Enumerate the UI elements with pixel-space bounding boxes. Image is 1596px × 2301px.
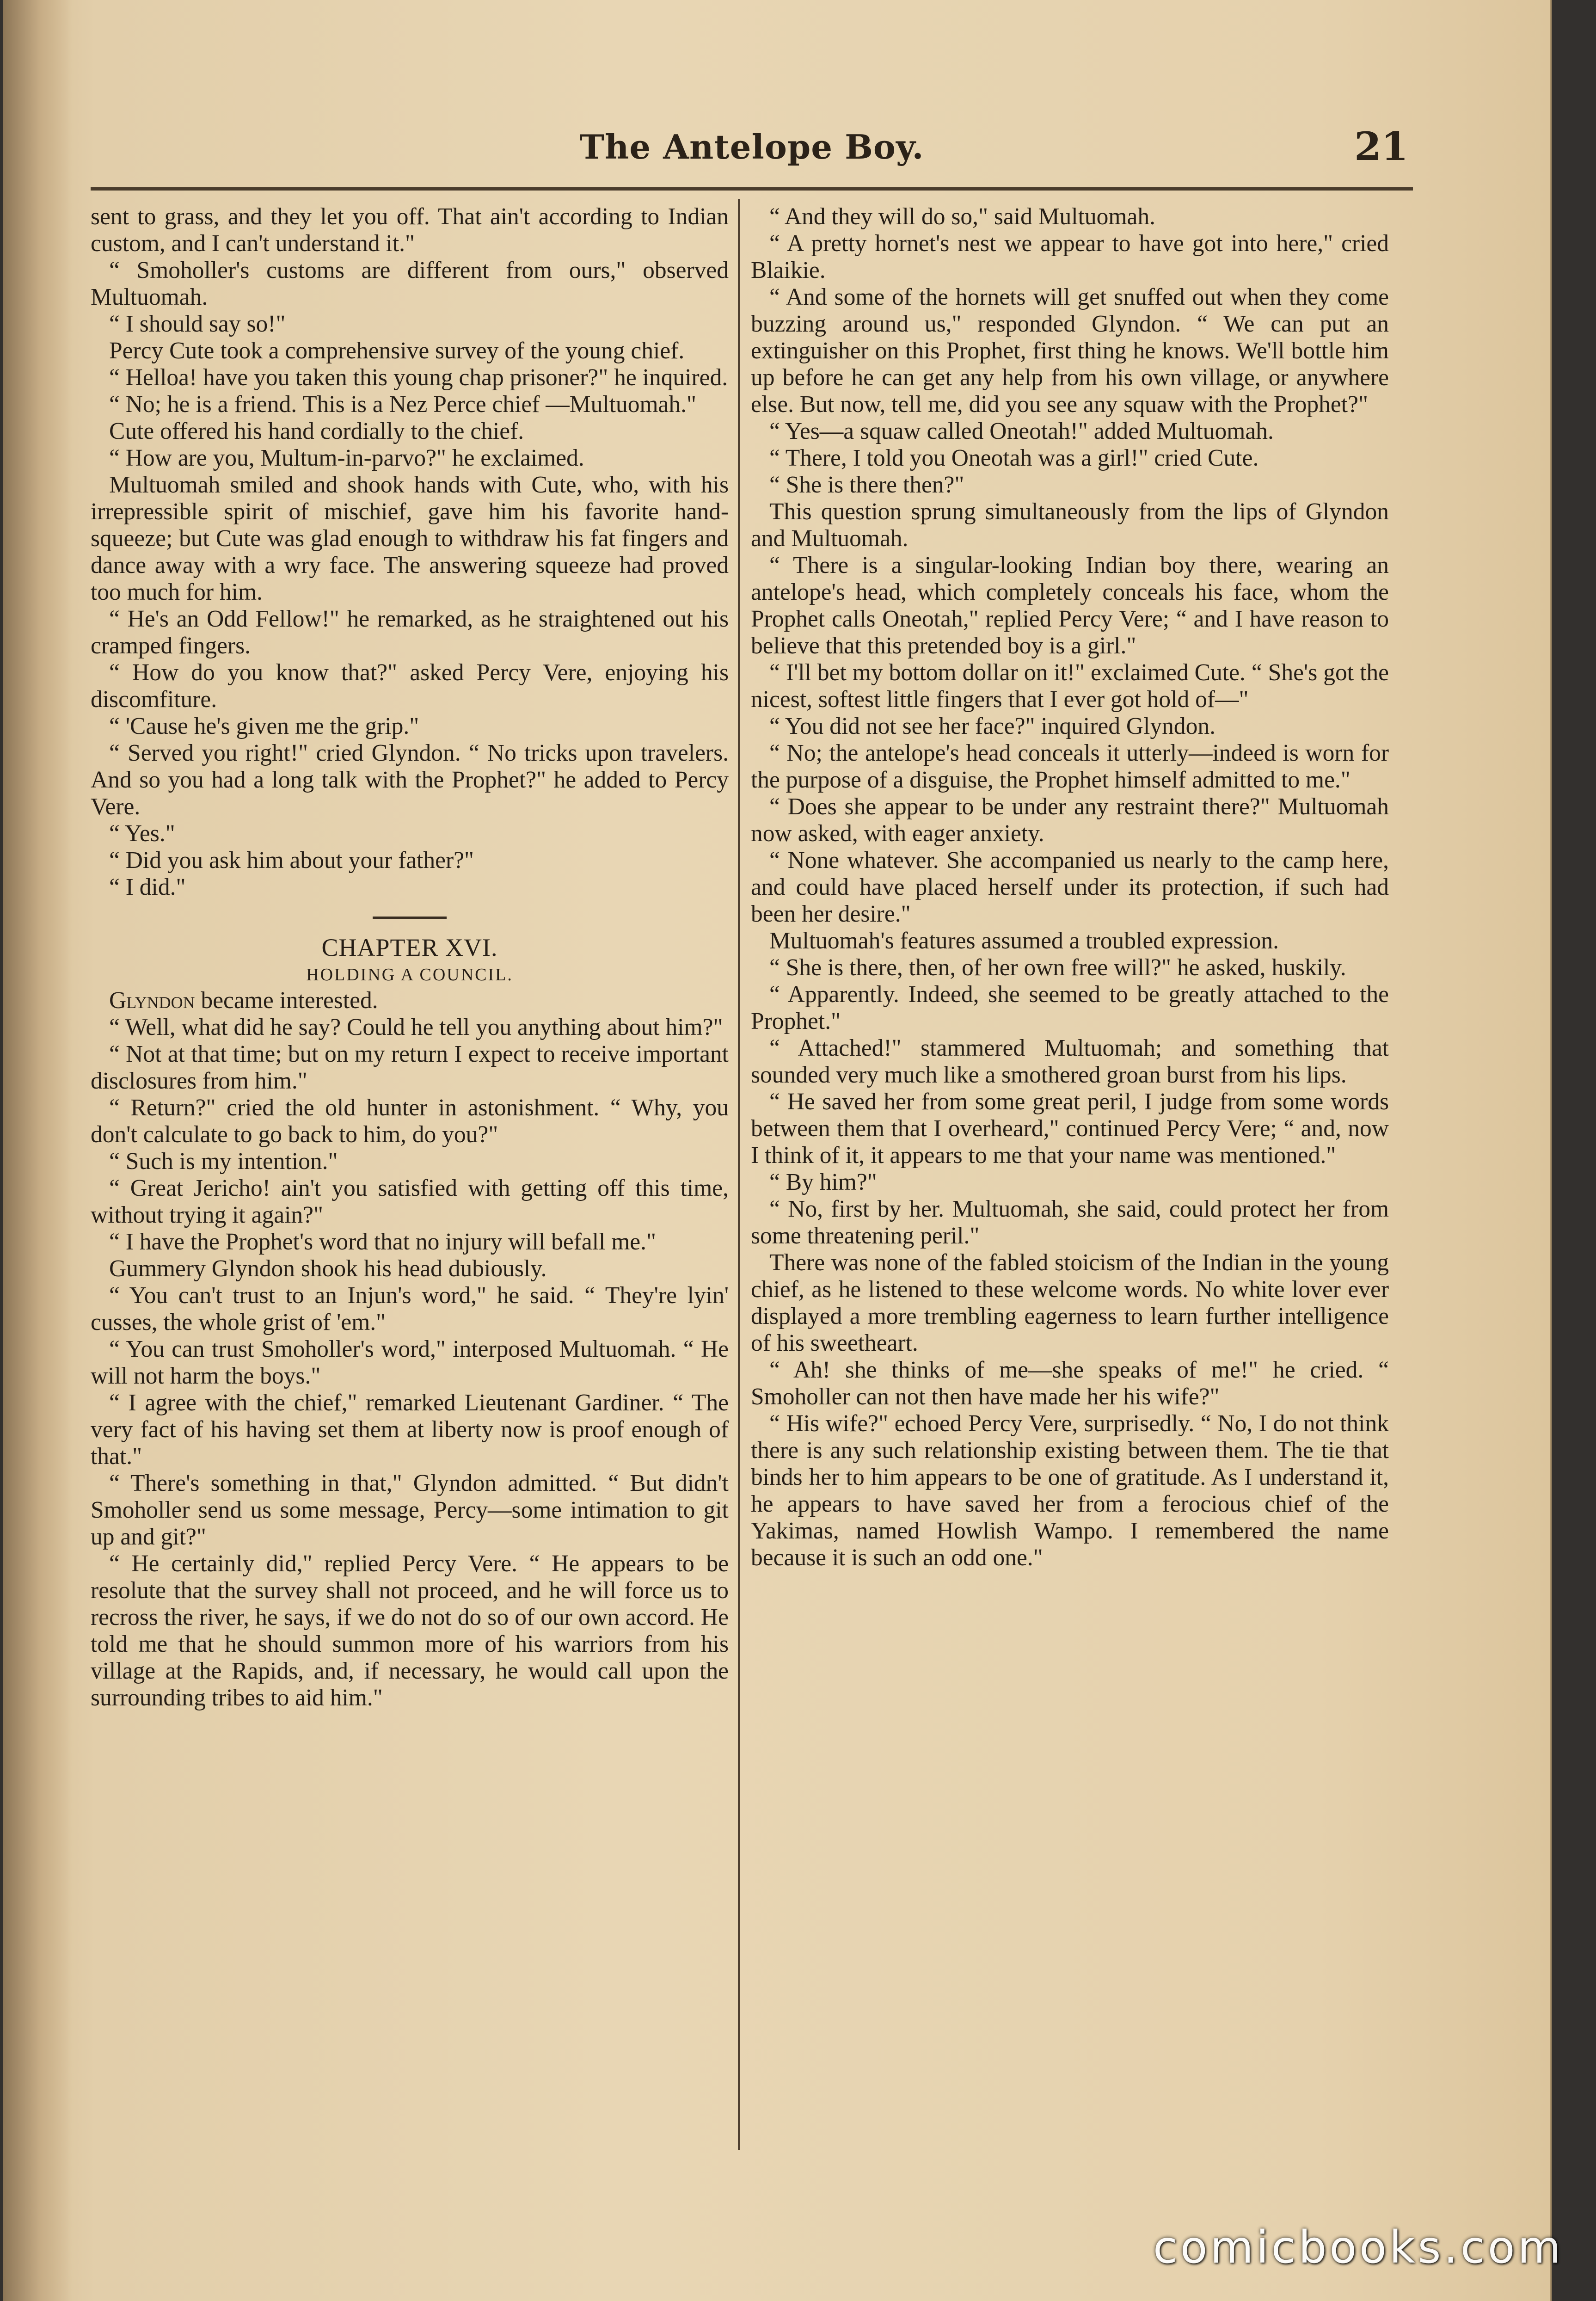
left-paragraphs-before [91,203,729,901]
paragraph: “ Yes." [109,820,175,847]
paragraph: There was none of the fabled stoicism of the Indian in the young chief, as he listened to these welcome words. No white lover ever displayed a more trembling eagerness to learn further intelligence of his sweetheart. [751,1249,1389,1356]
paragraph: “ Such is my intention." [109,1148,338,1175]
page-gutter [3,0,72,2301]
paragraph: “ You did not see her face?" inquired Glyndon. [769,713,1215,739]
paragraph: “ No; he is a friend. This is a Nez Perce chief —Multuomah." [109,391,697,418]
paragraph: Cute offered his hand cordially to the chief. [109,418,524,444]
page-number: 21 [1354,123,1408,169]
paragraph: “ Does she appear to be under any restraint there?" Multuomah now asked, with eager anxiety. [751,794,1389,847]
paragraph: “ Great Jericho! ain't you satisfied with getting off this time, without trying it again?" [91,1175,729,1228]
running-title: The Antelope Boy. [579,127,924,166]
chapter-opening-text: became interested. [195,987,378,1014]
paragraph: “ And they will do so," said Multuomah. [769,203,1155,230]
watermark: comicbooks.com [1153,2221,1564,2273]
left-paragraphs-after [91,1014,729,1711]
paragraph: “ Not at that time; but on my return I expect to receive important disclosures from him." [91,1041,729,1094]
paragraph: “ I'll bet my bottom dollar on it!" exclaimed Cute. “ She's got the nicest, softest little fingers that I ever got hold of—" [751,659,1389,713]
paragraph: “ How do you know that?" asked Percy Vere, enjoying his discomfiture. [91,659,729,713]
paragraph: “ Apparently. Indeed, she seemed to be greatly attached to the Prophet." [751,981,1389,1034]
paragraph: “ I did." [109,874,186,900]
left-column [91,203,729,2141]
paragraph: “ I have the Prophet's word that no injury will befall me." [109,1229,657,1255]
paragraph: “ You can trust Smoholler's word," interposed Multuomah. “ He will not harm the boys." [91,1336,729,1389]
paragraph: “ She is there then?" [769,472,964,498]
paragraph: “ Ah! she thinks of me—she speaks of me!" he cried. “ Smoholler can not then have made her his wife?" [751,1357,1389,1410]
column-divider [738,199,740,2150]
paragraph: “ He certainly did," replied Percy Vere. “ He appears to be resolute that the survey shall not proceed, and he will force us to recross the river, he says, if we do not do so of our own accord. He told me that he should summon more of his warriors from his village at the Rapids, and, if necessary, he would call upon the surrounding tribes to aid him." [91,1550,729,1711]
paragraph: “ You can't trust to an Injun's word," he said. “ They're lyin' cusses, the whole grist of 'em." [91,1282,729,1335]
paragraph: “ How are you, Multum-in-parvo?" he exclaimed. [109,445,584,471]
paragraph: “ There, I told you Oneotah was a girl!" cried Cute. [769,445,1259,471]
paragraph: Gummery Glyndon shook his head dubiously. [109,1255,547,1282]
paragraph: Percy Cute took a comprehensive survey of the young chief. [109,338,685,364]
book-page [3,0,1552,2301]
paragraph: “ A pretty hornet's nest we appear to have got into here," cried Blaikie. [751,230,1389,283]
paragraph: This question sprung simultaneously from the lips of Glyndon and Multuomah. [751,498,1389,552]
paragraph: “ Served you right!" cried Glyndon. “ No tricks upon travelers. And so you had a long talk with the Prophet?" he added to Percy Vere. [91,740,729,820]
paragraph: “ He's an Odd Fellow!" he remarked, as he straightened out his cramped fingers. [91,606,729,659]
chapter-opening-name: Glyndon [109,987,195,1014]
paragraph: “ She is there, then, of her own free will?" he asked, huskily. [769,954,1346,981]
chapter-opening-paragraph [91,987,729,1014]
paragraph: sent to grass, and they let you off. That ain't according to Indian custom, and I can't understand it." [91,203,729,257]
paragraph: “ He saved her from some great peril, I judge from some words between them that I overheard," continued Percy Vere; “ and, now I think of it, it appears to me that your name was mentioned." [751,1089,1389,1169]
page-header [91,118,1413,191]
chapter-title: CHAPTER XVI. [321,934,498,961]
paragraph: “ Helloa! have you taken this young chap prisoner?" he inquired. [109,364,728,391]
paragraph: “ Well, what did he say? Could he tell you anything about him?" [109,1014,723,1040]
right-paragraphs [751,203,1389,1571]
paragraph: “ 'Cause he's given me the grip." [109,713,419,739]
paragraph: “ There's something in that," Glyndon admitted. “ But didn't Smoholler send us some message, Percy—some intimation to git up and git?" [91,1470,729,1550]
paragraph: “ There is a singular-looking Indian boy there, wearing an antelope's head, which completely conceals his face, whom the Prophet calls Oneotah," replied Percy Vere; “ and I have reason to believe that this pretended boy is a girl." [751,552,1389,659]
section-separator [373,917,447,919]
paragraph: “ Attached!" stammered Multuomah; and something that sounded very much like a smothered groan burst from his lips. [751,1035,1389,1088]
paragraph: “ None whatever. She accompanied us nearly to the camp here, and could have placed herself under its protection, if such had been her desire." [751,847,1389,927]
right-column [751,203,1389,2141]
paragraph: “ Smoholler's customs are different from ours," observed Multuomah. [91,257,729,310]
paragraph: Multuomah smiled and shook hands with Cute, who, with his irrepressible spirit of mischief, gave him his favorite hand-squeeze; but Cute was glad enough to withdraw his fat fingers and dance away with a wry face. The answering squeeze had proved too much for him. [91,472,729,605]
paragraph: “ I agree with the chief," remarked Lieutenant Gardiner. “ The very fact of his having set them at liberty now is proof enough of that." [91,1390,729,1470]
paragraph: “ By him?" [769,1169,877,1195]
paragraph: “ Did you ask him about your father?" [109,847,474,874]
paragraph: “ No; the antelope's head conceals it utterly—indeed is worn for the purpose of a disguise, the Prophet himself admitted to me." [751,740,1389,793]
paragraph: “ No, first by her. Multuomah, she said, could protect her from some threatening peril." [751,1196,1389,1249]
paragraph: “ And some of the hornets will get snuffed out when they come buzzing around us," responded Glyndon. “ We can put an extinguisher on this Prophet, first thing he knows. We'll bottle him up before he can get any help from his own village, or anywhere else. But now, tell me, did you see any squaw with the Prophet?" [751,284,1389,418]
paragraph: “ I should say so!" [109,311,286,337]
paragraph: “ His wife?" echoed Percy Vere, surprisedly. “ No, I do not think there is any such relationship existing between them. The tie that binds her to him appears to be one of gratitude. As I understand it, he appears to have saved her from a ferocious chief of the Yakimas, named Howlish Wampo. I remembered the name because it is such an odd one." [751,1410,1389,1571]
paragraph: Multuomah's features assumed a troubled expression. [769,928,1279,954]
chapter-subtitle: HOLDING A COUNCIL. [306,965,513,984]
paragraph: “ Yes—a squaw called Oneotah!" added Multuomah. [769,418,1274,444]
paragraph: “ Return?" cried the old hunter in astonishment. “ Why, you don't calculate to go back to him, do you?" [91,1095,729,1148]
